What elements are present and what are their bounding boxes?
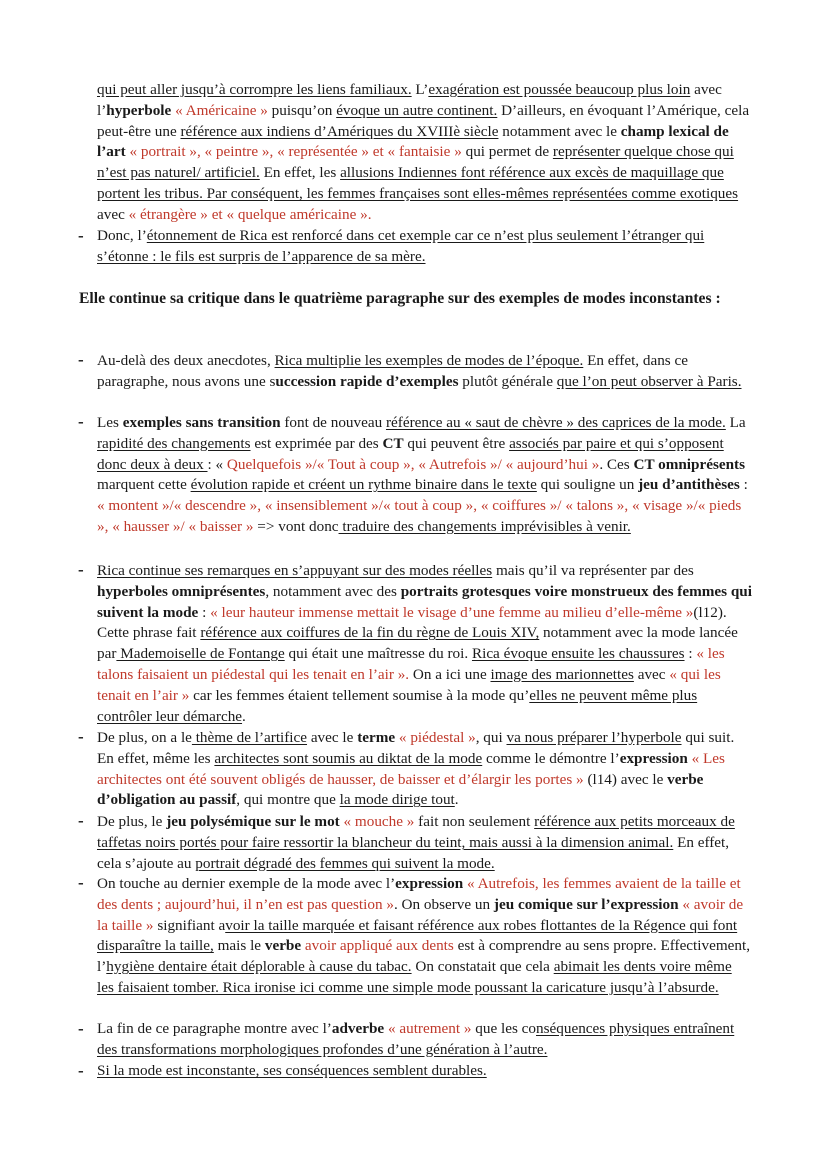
bullet-marker: - [78,226,84,245]
text-span: En effet, cela s’ajoute au [97,833,730,872]
quote-span: Quelquefois »/« Tout à coup », « Autrefois »/ « aujourd’hui » [226,455,600,473]
text-span: Donc, l’ [97,227,147,244]
bullet-marker: - [78,1061,84,1080]
text-span: uccession rapide d’exemples [275,372,459,390]
bullet-3 [97,561,752,727]
text-span: référence aux indiens d’Amériques du XVIIIè siècle [180,122,499,140]
text-span: exagération est poussée beaucoup plus loin [428,81,691,98]
text-span: qui était une maîtresse du roi. [284,645,472,663]
text-span: D’ailleurs, en évoquant l’Amérique, cela peut-être une [97,101,750,140]
text-span: On a ici une [409,665,491,683]
text-span: Rica continue ses remarques en s’appuyant sur des modes réelles [97,562,493,579]
text-span: CT [382,434,404,452]
quote-span: « avoir de la taille » [97,895,744,934]
text-span: plutôt générale [458,372,557,390]
text-span: CT omniprésents [633,455,746,473]
text-span: Rica évoque ensuite les chaussures [471,645,685,663]
text-span: : [684,645,697,663]
text-span: avec l’ [97,81,722,119]
text-span: Si la mode est inconstante, ses conséquences semblent durables. [97,1062,487,1079]
text-span: portraits grotesques voire monstrueux des femmes qui suivent la mode [97,582,752,621]
text-span: qui peut aller jusqu’à corrompre les liens familiaux. [97,81,412,98]
text-span: avec le [307,729,358,746]
quote-span: « Les architectes ont été souvent obligés de hausser, de baisser et d’élargir les portes » [97,749,725,788]
bullet-4 [97,728,752,811]
text-span: marquent cette [97,476,191,494]
bullet-5 [97,812,752,874]
quote-span: « qui les tenait en l’air » [97,665,721,704]
text-span: . [454,791,459,809]
text-span: est exprimée par des [250,434,383,452]
text-span: (l14) avec le [583,770,668,788]
bullet-marker: - [78,873,84,892]
text-span: . On observe un [393,895,494,913]
text-span: , notamment avec des [265,582,401,600]
text-span: La [725,414,746,431]
text-span: référence au « saut de chèvre » des caprices de la mode. [385,414,726,431]
text-span: font de nouveau [280,414,386,431]
bullet-marker: - [78,560,84,579]
quote-span: « les talons faisaient un piédestal qui les tenait en l’air ». [97,645,725,683]
intro-paragraph [97,80,752,226]
bullet-marker: - [78,412,84,431]
text-span: qui suit. En effet, même les [97,729,735,767]
text-span: évolution rapide et créent un rythme binaire dans le texte [190,476,537,494]
text-span: De plus, le [97,813,167,830]
text-span: avec [633,665,670,683]
text-span: jeu d’antithèses [638,476,740,494]
text-span: , qui [475,729,507,746]
text-span: expression [619,749,688,767]
text-span: portrait dégradé des femmes qui suivent la mode. [195,854,495,872]
bullet-marker: - [78,727,84,746]
quote-span: « portrait », « peintre », « représentée » et « fantaisie » [125,143,462,161]
quote-span: « étrangère » et « quelque américaine ». [128,205,372,223]
text-span: allusions Indiennes font référence aux excès de maquillage que portent les tribus. Par conséquent, les femmes françaises sont elles-mêmes représentées comme exotiques [97,164,739,202]
quote-span: « piédestal » [395,729,476,746]
text-span: (l12). Cette phrase fait [97,603,727,642]
text-span: terme [357,729,396,746]
text-span: signifiant a [153,916,226,934]
text-span: associés par paire et qui s’opposent donc deux à deux [97,434,724,473]
quote-span: « Américaine » [171,101,268,119]
text-span: nséquences physiques entraînent des transformations morphologiques profondes d’une génération à l’autre. [97,1020,735,1058]
bullet-marker: - [78,350,84,369]
text-span: Rica multiplie les exemples de modes de l’époque. [274,352,584,369]
text-span: verbe [264,937,302,955]
quote-span: « montent »/« descendre », « insensiblement »/« tout à coup », « coiffures »/ « talons », « visage »/« pieds », « hausser »/ « baisser » [97,497,742,535]
text-span: En effet, dans ce paragraphe, nous avons une s [97,352,688,390]
text-span: hygiène dentaire était déplorable à cause du tabac. [106,958,412,976]
text-span: comme le démontre l’ [482,749,620,767]
bullet-8 [97,1061,752,1082]
text-span: voir la taille marquée et faisant référence aux robes flottantes de la Régence qui font disparaître la taille, [97,916,738,955]
text-span: étonnement de Rica est renforcé dans cet exemple car ce n’est plus seulement l’étranger qui s’étonne : le fils est surpris de l’apparence de sa mère. [97,227,705,265]
text-span: évoque un autre continent. [336,101,498,119]
text-span: verbe d’obligation au passif [97,770,704,809]
text-span: On constatait que cela [411,958,554,976]
text-span: est à comprendre au sens propre. Effectivement, l’ [97,937,750,976]
bullet-marker: - [78,811,84,830]
bullet-7 [97,1019,752,1061]
text-span: abimait les dents voire même les faisaient tomber. Rica ironise ici comme une simple mode poussant la caricature jusqu’à l’absurde. [97,958,732,996]
text-span: Au-delà des deux anecdotes, [97,352,275,369]
text-span: En effet, les [259,164,341,182]
text-span: : [198,603,211,621]
text-span: notamment avec le [498,122,621,140]
text-span: avec [97,205,129,223]
text-span: car les femmes étaient tellement soumise à la mode qu’ [189,686,530,704]
text-span: jeu comique sur l’expression [493,895,679,913]
text-span: , qui montre que [236,791,340,809]
text-span: mais le [213,937,265,955]
quote-span: avoir appliqué aux dents [301,937,454,955]
quote-span: « autrement » [384,1020,472,1037]
bullet-2 [97,413,752,538]
text-span: que l’on peut observer à Paris. [556,372,742,390]
intro-bullet-2 [97,226,752,268]
text-span: référence aux coiffures de la fin du règne de Louis XIV, [200,624,540,642]
bullet-6 [97,874,752,999]
text-span: la mode dirige tout [339,791,455,809]
quote-span: « Autrefois, les femmes avaient de la taille et des dents ; aujourd’hui, il n’en est pas question » [97,875,741,913]
bullet-1 [97,351,752,393]
text-span: architectes sont soumis au diktat de la mode [214,749,483,767]
text-span: puisqu’on [267,101,337,119]
text-span: : [739,476,748,494]
text-span: représenter quelque chose qui n’est pas naturel/ artificiel. [97,143,734,182]
text-span: hyperbole [106,101,172,119]
text-span: référence aux petits morceaux de taffetas noirs portés pour faire ressortir la blancheur du teint, mais aussi à la dimension animal. [97,813,735,851]
quote-span: « leur hauteur immense mettait le visage d’une femme au milieu d’elle-même » [210,603,694,621]
text-span: . Ces [599,455,634,473]
text-span: elles ne peuvent même plus contrôler leur démarche [97,686,698,725]
text-span: qui souligne un [536,476,639,494]
text-span: mais qu’il va représenter par des [492,562,694,579]
text-span: adverbe [331,1020,385,1037]
text-span: jeu polysémique sur le mot [166,813,340,830]
text-span: image des marionnettes [490,665,634,683]
text-span: Mademoiselle de Fontange [116,645,285,663]
text-span: De plus, on a le [97,729,192,746]
text-span: . [242,707,246,725]
text-span: qui peuvent être [403,434,510,452]
text-span: expression [395,875,464,892]
bullet-marker: - [78,1019,84,1038]
text-span: notamment avec la mode lancée par [97,624,738,663]
text-span: L’ [411,81,429,98]
text-span: Les [97,414,123,431]
text-span: thème de l’artifice [191,729,308,746]
quote-span: « mouche » [339,813,415,830]
text-span: va nous préparer l’hyperbole [506,729,682,746]
section-heading: Elle continue sa critique dans le quatrième paragraphe sur des exemples de modes inconstantes : [79,290,721,307]
text-span: rapidité des changements [97,434,251,452]
text-span: La fin de ce paragraphe montre avec l’ [97,1020,332,1037]
text-span: qui permet de [461,143,553,161]
text-span: hyperboles omniprésentes [97,582,266,600]
text-span: => vont donc [253,517,339,535]
text-span: que les co [471,1020,537,1037]
text-span: traduire des changements imprévisibles à venir. [338,517,631,535]
text-span: champ lexical de l’art [97,122,729,161]
text-span: fait non seulement [414,813,535,830]
text-span: On touche au dernier exemple de la mode avec l’ [97,875,396,892]
text-span: : « [207,455,227,473]
text-span: exemples sans transition [122,414,281,431]
